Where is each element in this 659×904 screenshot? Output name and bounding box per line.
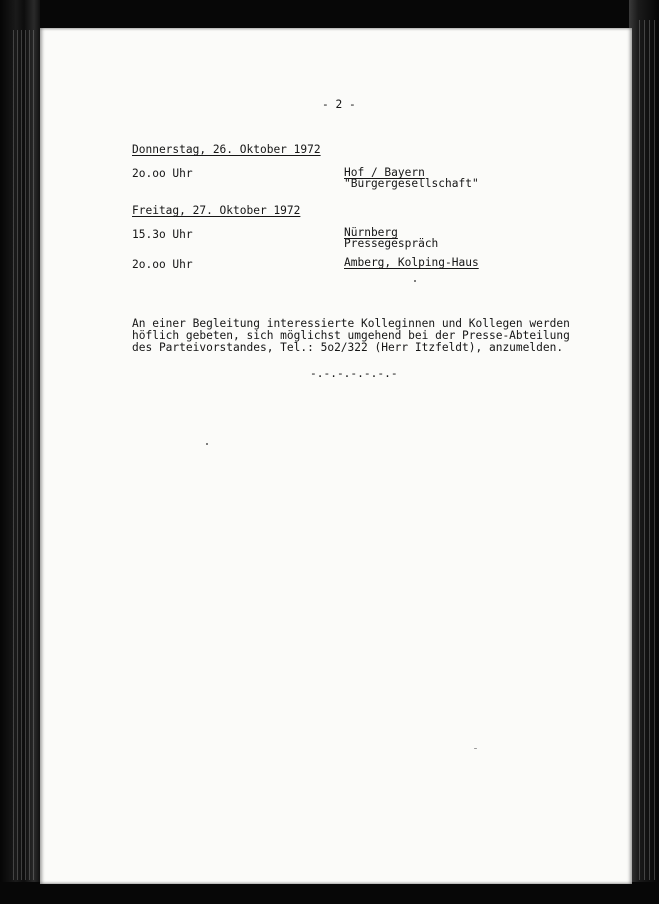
typed-text (40, 28, 632, 884)
notice-line: des Parteivorstandes, Tel.: 5o2/322 (Herr Itzfeldt), anzumelden. (132, 341, 564, 354)
notice-line: höflich gebeten, sich möglichst umgehend bei der Presse-Abteilung (132, 329, 570, 342)
notice-line: An einer Begleitung interessierte Kolleginnen und Kollegen werden (132, 317, 570, 330)
event-time: 2o.oo Uhr (132, 258, 193, 271)
date-heading-friday: Freitag, 27. Oktober 1972 (132, 204, 301, 217)
date-heading-thursday: Donnerstag, 26. Oktober 1972 (132, 143, 321, 156)
scan-top-border (0, 0, 659, 30)
event-time: 2o.oo Uhr (132, 167, 193, 180)
scan-speck (414, 280, 416, 282)
event-time: 15.3o Uhr (132, 228, 193, 241)
event-detail: "Bürgergesellschaft" (344, 177, 479, 190)
page-stack-lines-left (10, 30, 36, 880)
binder-edge-left (0, 0, 40, 904)
scan-speck (474, 748, 477, 749)
event-place: Nürnberg (344, 226, 398, 239)
event-detail: Pressegespräch (344, 237, 439, 250)
page-number: - 2 - (322, 98, 356, 111)
document-page (40, 28, 632, 884)
binder-edge-right (629, 0, 659, 904)
page-stack-lines-right (635, 20, 655, 880)
event-place: Hof / Bayern (344, 166, 425, 179)
event-place: Amberg, Kolping-Haus (344, 256, 479, 269)
scan-bottom-border (0, 882, 659, 904)
scan-speck (206, 443, 208, 445)
end-mark: -.-.-.-.-.-.- (310, 367, 398, 380)
